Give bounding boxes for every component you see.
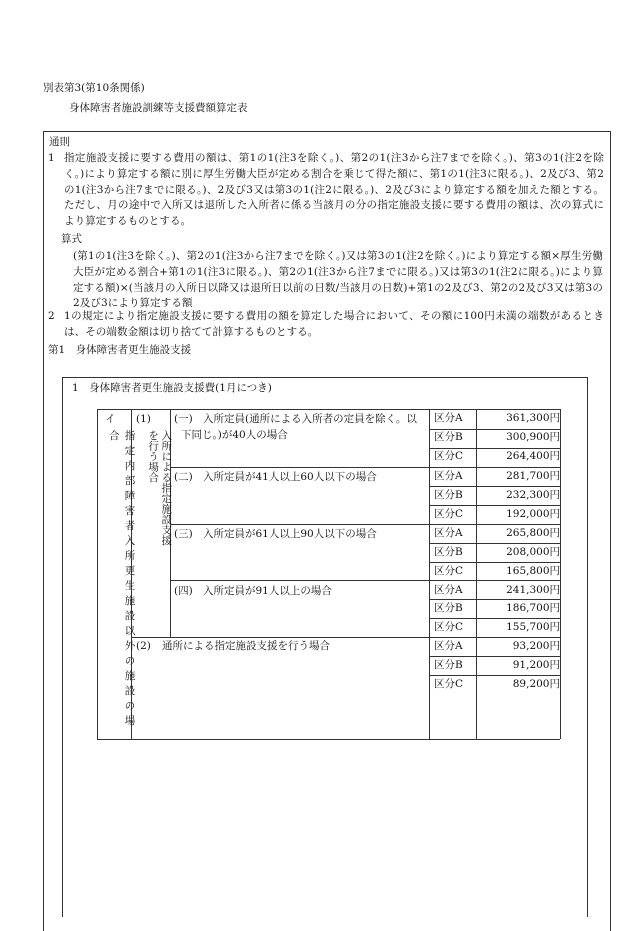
- rate-category: 区分A: [434, 527, 463, 539]
- rate-amount: 89,200円: [512, 678, 560, 690]
- rate-amount: 300,900円: [506, 431, 560, 443]
- rate-category: 区分C: [434, 508, 464, 520]
- rate-amount: 192,000円: [506, 508, 560, 520]
- rate-category: 区分C: [434, 621, 464, 633]
- part-1-title: 第1 身体障害者更生施設支援: [48, 344, 192, 356]
- fee-table-title: 1 身体障害者更生施設支援費(1月につき): [72, 382, 272, 394]
- rate-amount: 208,000円: [506, 546, 560, 558]
- rate-amount: 155,700円: [506, 621, 560, 633]
- rate-category: 区分B: [434, 546, 463, 558]
- item-text: 指定施設支援に要する費用の額は、第1の1(注3を除く。)、第2の1(注3から注7までを除く。)、第3の1(注2を除く。)により算定する額に別に厚生労働大臣が定める割合を乗じて得た額に、第1の1(注3に限る。)、2及び3、第2の1(注3から注7までに限る。)、2及び3又は第3の1(注2に限る。)、2及び3により算定する額を加えた額とする。ただし、月の途中で入所又は退所した入所者に係る当該月の分の指定施設支援に要する費用の額は、次の算式により算定するものとする。: [64, 152, 604, 227]
- formula-label: 算式: [61, 233, 82, 245]
- rate-amount: 186,700円: [506, 602, 560, 614]
- rate-category: 区分A: [434, 640, 463, 652]
- document-subheading: 身体障害者施設訓練等支援費額算定表: [69, 102, 248, 114]
- rate-amount: 361,300円: [506, 412, 560, 424]
- rate-category: 区分C: [434, 450, 464, 462]
- rate-category: 区分A: [434, 412, 463, 424]
- item-number: 1: [48, 152, 55, 164]
- general-item-1: [48, 151, 604, 230]
- col-i-text: 指定内部障害者入所更生施設以外の施設の場合: [107, 430, 136, 730]
- sub2-text: 通所による指定施設支援を行う場合: [162, 640, 330, 652]
- tier-3-label: (三): [174, 528, 193, 540]
- sub1-text: 入所による指定施設支援を行う場合: [147, 430, 173, 546]
- rate-amount: 265,800円: [506, 527, 560, 539]
- rate-category: 区分C: [434, 565, 464, 577]
- rate-category: 区分B: [434, 489, 463, 501]
- rate-amount: 93,200円: [512, 640, 560, 652]
- tier-1-label: (一): [174, 413, 193, 425]
- formula-text: (第1の1(注3を除く。)、第2の1(注3から注7までを除く。)又は第3の1(注2を除く。)により算定する額×厚生労働大臣が定める割合+第1の1(注3に限る。)、第2の1(注3から注7までに限る。)又は第3の1(注2に限る。)により算定する額)×(当該月の入所日以降又は退所日以前の日数/当該月の日数)+第1の2及び3、第2の2及び3又は第3の2及び3により算定する額: [73, 250, 603, 310]
- rate-amount: 281,700円: [506, 470, 560, 482]
- section-title-general: 通則: [49, 136, 70, 148]
- tier-4-label: (四): [174, 585, 193, 597]
- document-heading: 別表第3(第10条関係): [43, 82, 145, 94]
- col-i-label: イ: [105, 413, 116, 425]
- rate-category: 区分B: [434, 431, 463, 443]
- sub1-label: (1): [136, 413, 151, 425]
- rate-category: 区分B: [434, 602, 463, 614]
- tier-3-text: 入所定員が61人以上90人以下の場合: [203, 528, 377, 540]
- rate-category: 区分C: [434, 678, 464, 690]
- tier-2-text: 入所定員が41人以上60人以下の場合: [203, 471, 377, 483]
- item-number: 2: [48, 310, 55, 322]
- rate-amount: 232,300円: [506, 489, 560, 501]
- rate-amount: 165,800円: [506, 565, 560, 577]
- rate-amount: 91,200円: [512, 659, 560, 671]
- item-text: 1の規定により指定施設支援に要する費用の額を算定した場合において、その額に100円未満の端数があるときは、その端数金額は切り捨てて計算するものとする。: [64, 310, 604, 338]
- tier-4-text: 入所定員が91人以上の場合: [203, 585, 332, 597]
- general-item-2: [48, 309, 604, 341]
- sub2-label: (2): [136, 640, 151, 652]
- rate-category: 区分B: [434, 659, 463, 671]
- rate-amount: 264,400円: [506, 450, 560, 462]
- tier-1-text: 入所定員(通所による入所者の定員を除く。以下同じ。)が40人の場合: [181, 413, 417, 441]
- rate-category: 区分A: [434, 470, 463, 482]
- tier-2-label: (二): [174, 471, 193, 483]
- rate-amount: 241,300円: [506, 584, 560, 596]
- rate-category: 区分A: [434, 584, 463, 596]
